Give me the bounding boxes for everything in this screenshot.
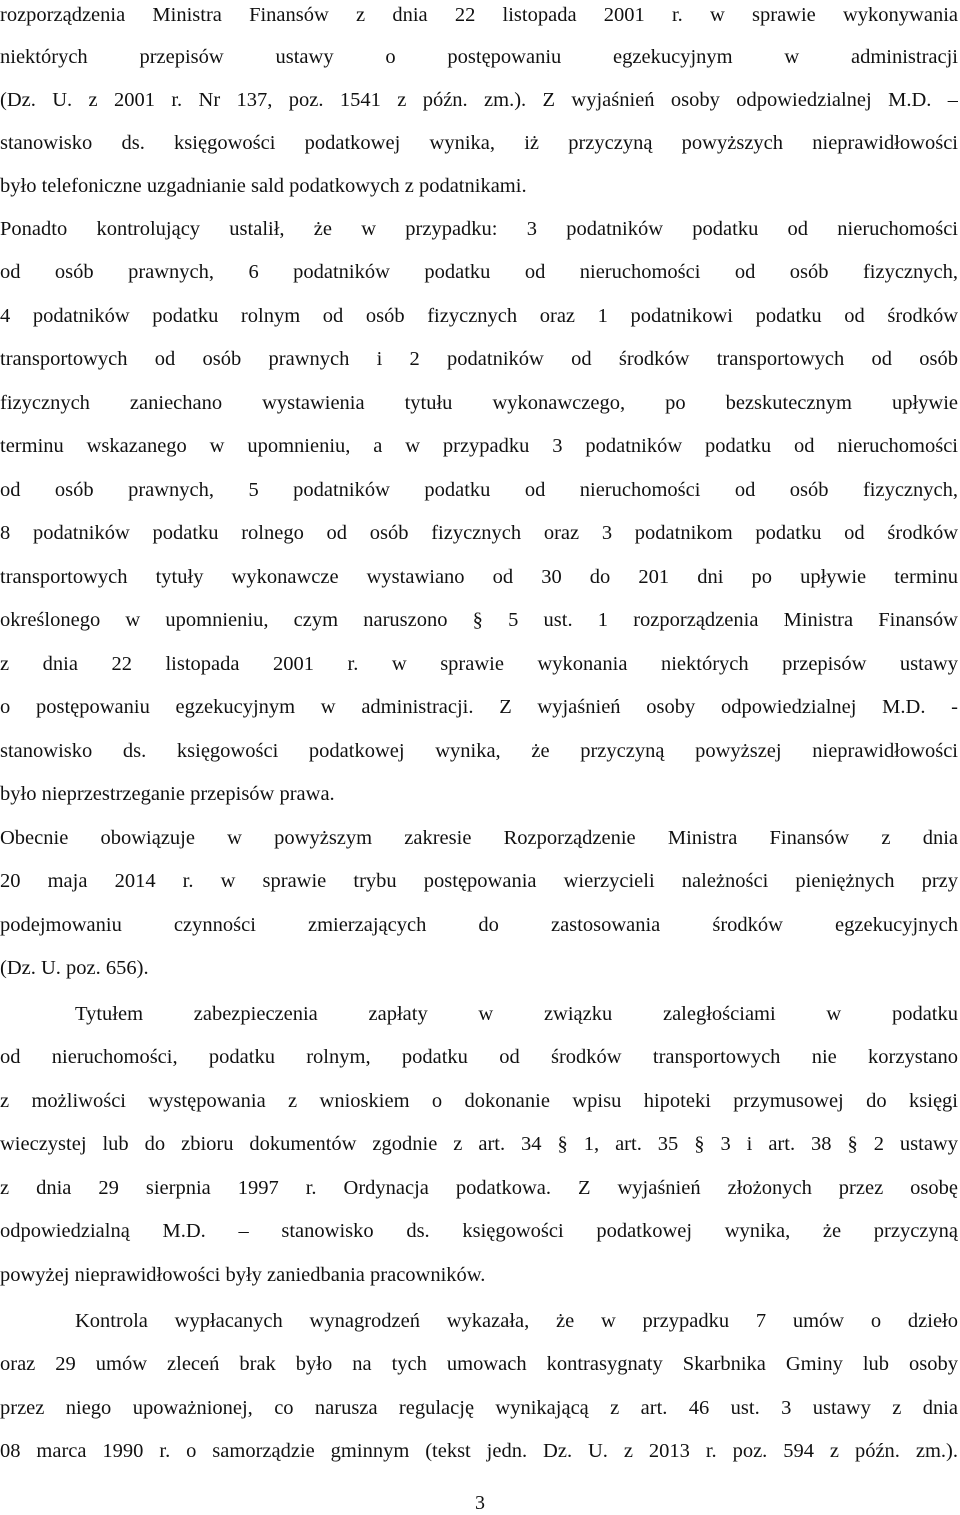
text-line: oraz 29 umów zleceń brak było na tych umowach kontrasygnaty Skarbnika Gminy lub osoby [0, 1353, 958, 1375]
text-line: transportowych tytuły wykonawcze wystawiano od 30 do 201 dni po upływie terminu [0, 566, 958, 588]
text-line: Ponadto kontrolujący ustalił, że w przypadku: 3 podatników podatku od nieruchomości [0, 218, 958, 240]
text-line: Obecnie obowiązuje w powyższym zakresie Rozporządzenie Ministra Finansów z dnia [0, 827, 958, 849]
text-line: (Dz. U. poz. 656). [0, 957, 149, 979]
text-line: terminu wskazanego w upomnieniu, a w przypadku 3 podatników podatku od nieruchomości [0, 435, 958, 457]
text-line: stanowisko ds. księgowości podatkowej wynika, że przyczyną powyższej nieprawidłowości [0, 740, 958, 762]
text-line: o postępowaniu egzekucyjnym w administracji. Z wyjaśnień osoby odpowiedzialnej M.D. - [0, 696, 958, 718]
text-line: niektórych przepisów ustawy o postępowaniu egzekucyjnym w administracji [0, 46, 958, 68]
text-line: z dnia 22 listopada 2001 r. w sprawie wykonania niektórych przepisów ustawy [0, 653, 958, 675]
text-line: Kontrola wypłacanych wynagrodzeń wykazała, że w przypadku 7 umów o dzieło [75, 1310, 958, 1332]
text-line: od osób prawnych, 5 podatników podatku od nieruchomości od osób fizycznych, [0, 479, 958, 501]
text-line: odpowiedzialną M.D. – stanowisko ds. księgowości podatkowej wynika, że przyczyną [0, 1220, 958, 1242]
text-line: transportowych od osób prawnych i 2 podatników od środków transportowych od osób [0, 348, 958, 370]
text-line: fizycznych zaniechano wystawienia tytułu wykonawczego, po bezskutecznym upływie [0, 392, 958, 414]
page-number: 3 [475, 1492, 485, 1514]
text-line: było telefoniczne uzgadnianie sald podatkowych z podatnikami. [0, 175, 527, 197]
text-line: podejmowaniu czynności zmierzających do zastosowania środków egzekucyjnych [0, 914, 958, 936]
text-line: przez niego upoważnionej, co narusza regulację wynikającą z art. 46 ust. 3 ustawy z dnia [0, 1397, 958, 1419]
text-line: określonego w upomnieniu, czym naruszono § 5 ust. 1 rozporządzenia Ministra Finansów [0, 609, 958, 631]
text-line: od nieruchomości, podatku rolnym, podatku od środków transportowych nie korzystano [0, 1046, 958, 1068]
text-line: od osób prawnych, 6 podatników podatku od nieruchomości od osób fizycznych, [0, 261, 958, 283]
text-line: 20 maja 2014 r. w sprawie trybu postępowania wierzycieli należności pieniężnych przy [0, 870, 958, 892]
text-line: 08 marca 1990 r. o samorządzie gminnym (tekst jedn. Dz. U. z 2013 r. poz. 594 z późn. zm.). [0, 1440, 958, 1462]
text-line: rozporządzenia Ministra Finansów z dnia 22 listopada 2001 r. w sprawie wykonywania [0, 4, 958, 26]
text-line: wieczystej lub do zbioru dokumentów zgodnie z art. 34 § 1, art. 35 § 3 i art. 38 § 2 ustawy [0, 1133, 958, 1155]
text-line: z dnia 29 sierpnia 1997 r. Ordynacja podatkowa. Z wyjaśnień złożonych przez osobę [0, 1177, 958, 1199]
text-line: Tytułem zabezpieczenia zapłaty w związku zaległościami w podatku [75, 1003, 958, 1025]
text-line: było nieprzestrzeganie przepisów prawa. [0, 783, 335, 805]
text-line: stanowisko ds. księgowości podatkowej wynika, iż przyczyną powyższych nieprawidłowości [0, 132, 958, 154]
text-line: powyżej nieprawidłowości były zaniedbania pracowników. [0, 1264, 486, 1286]
text-line: z możliwości występowania z wnioskiem o dokonanie wpisu hipoteki przymusowej do księgi [0, 1090, 958, 1112]
text-line: 4 podatników podatku rolnym od osób fizycznych oraz 1 podatnikowi podatku od środków [0, 305, 958, 327]
text-line: (Dz. U. z 2001 r. Nr 137, poz. 1541 z późn. zm.). Z wyjaśnień osoby odpowiedzialnej M.D. – [0, 89, 958, 111]
text-line: 8 podatników podatku rolnego od osób fizycznych oraz 3 podatnikom podatku od środków [0, 522, 958, 544]
